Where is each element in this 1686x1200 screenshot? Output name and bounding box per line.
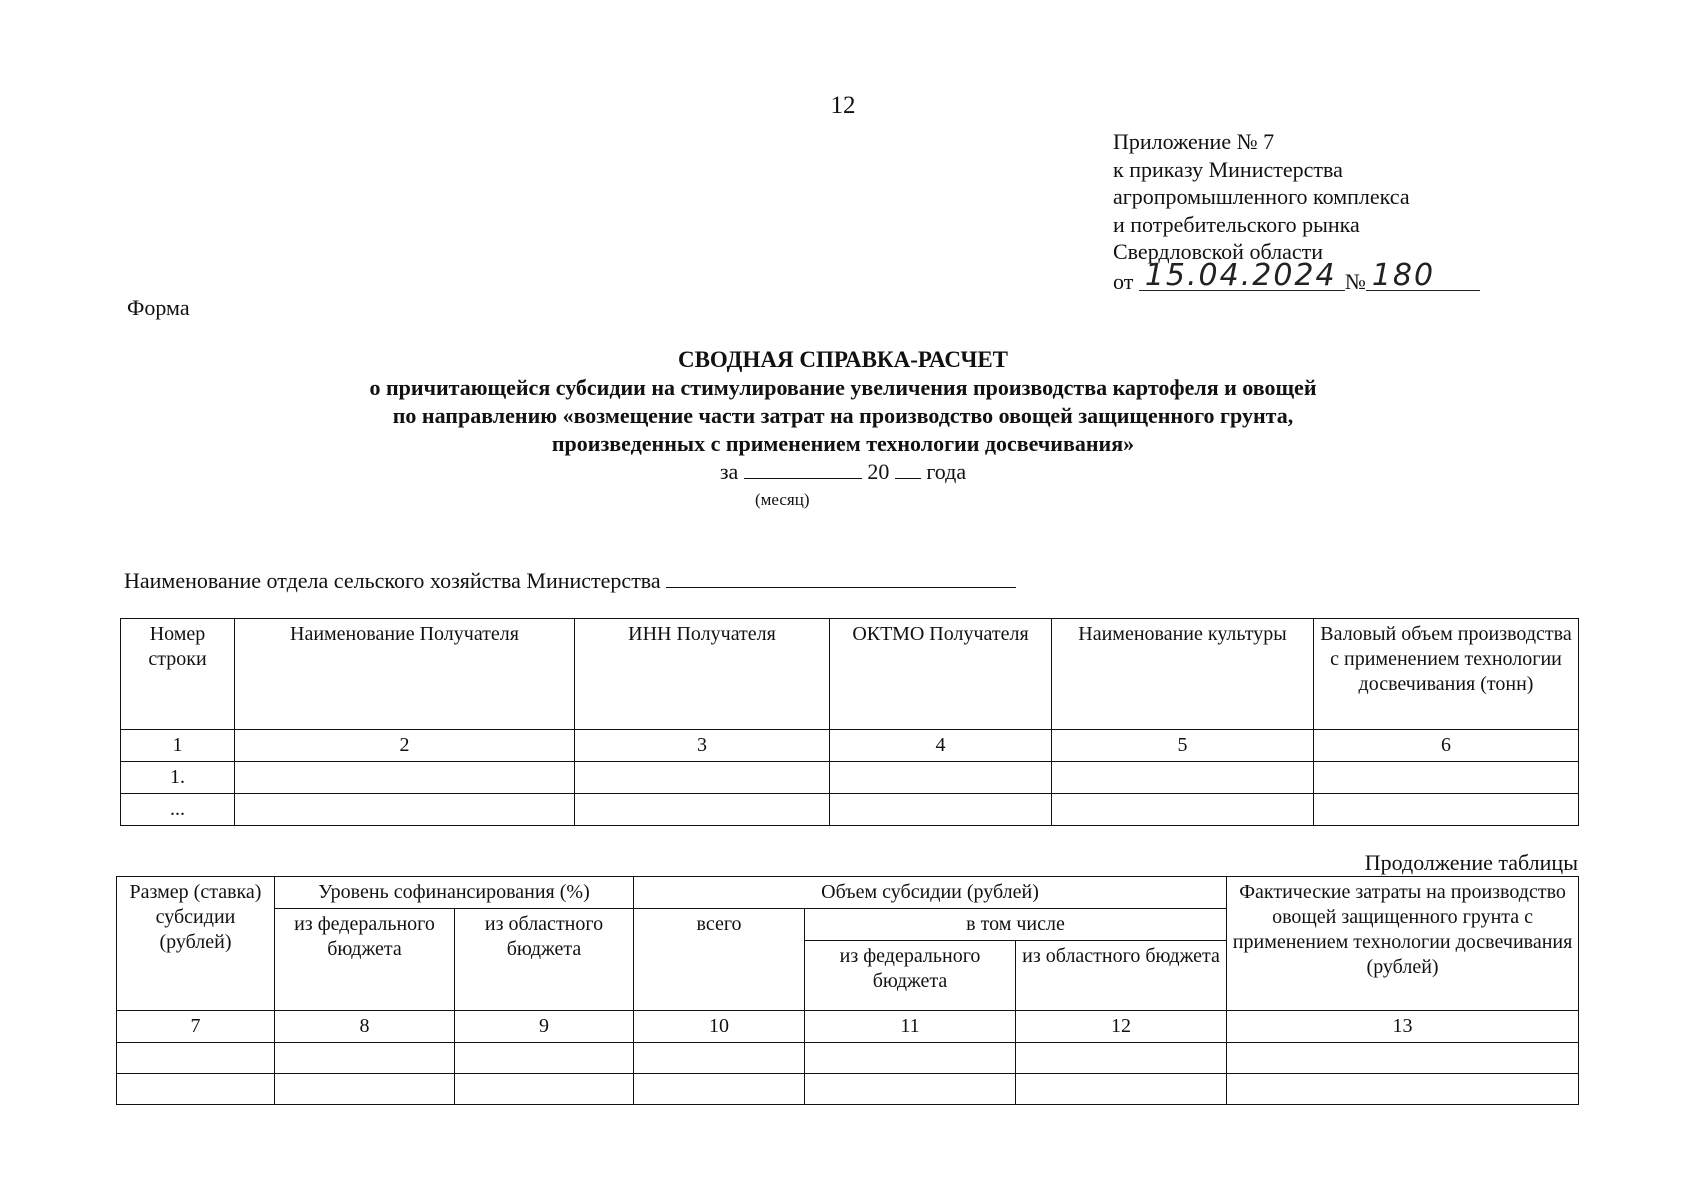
year-blank[interactable] [895,460,921,479]
period-line [0,458,1686,486]
header-cell: из федерального бюджета [275,909,455,1011]
table-cell[interactable] [634,1074,805,1105]
column-number: 8 [275,1011,455,1043]
header-cell: Валовый объем производства с применением технологии досвечивания (тонн) [1314,619,1579,730]
header-cell: ОКТМО Получателя [830,619,1052,730]
column-number: 1 [121,730,235,762]
table-cell[interactable] [235,794,575,826]
table-cell[interactable] [575,794,830,826]
table-cell[interactable] [830,794,1052,826]
period-prefix: за [719,459,739,484]
table-cell[interactable] [830,762,1052,794]
continuation-label: Продолжение таблицы [1364,850,1578,875]
column-number: 9 [455,1011,634,1043]
continuation-table [116,876,1579,1105]
table-cell[interactable] [1227,1043,1579,1074]
table-cell[interactable] [1016,1074,1227,1105]
month-hint: (месяц) [755,490,810,509]
column-number: 2 [235,730,575,762]
department-line [124,568,1016,594]
column-number: 3 [575,730,830,762]
table-row [121,794,1579,826]
header-cell: всего [634,909,805,1011]
table-cell[interactable] [117,1043,275,1074]
period-year-prefix: 20 [867,459,890,484]
header-cell: Наименование культуры [1052,619,1314,730]
column-number: 10 [634,1011,805,1043]
table-cell[interactable] [1227,1074,1579,1105]
table-cell[interactable] [805,1043,1016,1074]
table-cell[interactable] [1314,794,1579,826]
title-line: о причитающейся субсидии на стимулирование увеличения производства картофеля и овощей [369,375,1317,400]
header-cell: в том числе [805,909,1227,941]
page-number: 12 [830,92,856,119]
appendix-line: к приказу Министерства [1113,156,1343,182]
column-number: 13 [1227,1011,1579,1043]
appendix-block [1113,128,1533,295]
column-number: 5 [1052,730,1314,762]
table-header-row [121,619,1579,730]
table-cell[interactable]: 1. [121,762,235,794]
document-title [0,345,1686,486]
column-number: 6 [1314,730,1579,762]
table-cell[interactable] [455,1043,634,1074]
table-row [117,1043,1579,1074]
header-cell: Объем субсидии (рублей) [634,877,1227,909]
table-cell[interactable] [455,1074,634,1105]
handwritten-number: 180 [1366,262,1480,291]
column-number: 4 [830,730,1052,762]
table-cell[interactable] [575,762,830,794]
department-blank[interactable] [666,569,1016,588]
month-blank[interactable] [744,460,862,479]
main-table [120,618,1579,826]
title-line: по направлению «возмещение части затрат на производство овощей защищенного грунта, [392,403,1294,428]
column-number: 11 [805,1011,1016,1043]
table-cell[interactable] [805,1074,1016,1105]
table-row [121,762,1579,794]
period-suffix: года [926,459,967,484]
column-number-row [117,1011,1579,1043]
header-cell: ИНН Получателя [575,619,830,730]
appendix-date-line [1113,257,1533,296]
appendix-line: агропромышленного комплекса [1113,184,1410,209]
header-cell: Уровень софинансирования (%) [275,877,634,909]
column-number: 7 [117,1011,275,1043]
table-cell[interactable] [275,1043,455,1074]
table-cell[interactable] [1016,1043,1227,1074]
number-sign: № [1344,268,1366,294]
table-cell[interactable] [634,1043,805,1074]
date-prefix: от [1113,268,1134,294]
table-cell[interactable] [275,1074,455,1105]
title-line: произведенных с применением технологии досвечивания» [551,431,1135,456]
department-label: Наименование отдела сельского хозяйства Министерства [124,568,661,593]
appendix-line: Свердловской области [1113,239,1323,264]
table-cell[interactable]: ... [121,794,235,826]
form-label: Форма [127,295,190,320]
table-cell[interactable] [117,1074,275,1105]
table-cell[interactable] [1052,794,1314,826]
table-cell[interactable] [1052,762,1314,794]
header-cell: Размер (ставка) субсидии (рублей) [117,877,275,1011]
column-number: 12 [1016,1011,1227,1043]
column-number-row [121,730,1579,762]
handwritten-date: 15.04.2024 [1139,262,1345,291]
table-header-row [117,877,1579,909]
table-row [117,1074,1579,1105]
table-cell[interactable] [235,762,575,794]
title-main: СВОДНАЯ СПРАВКА-РАСЧЕТ [677,347,1009,372]
header-cell: Номер строки [121,619,235,730]
header-cell: из федерального бюджета [805,941,1016,1011]
header-cell: Фактические затраты на производство овощей защищенного грунта с применением технологии досвечивания (рублей) [1227,877,1579,1011]
appendix-line: Приложение № 7 [1113,129,1275,154]
header-cell: из областного бюджета [1016,941,1227,1011]
header-cell: из областного бюджета [455,909,634,1011]
table-cell[interactable] [1314,762,1579,794]
header-cell: Наименование Получателя [235,619,575,730]
appendix-line: и потребительского рынка [1113,211,1360,237]
